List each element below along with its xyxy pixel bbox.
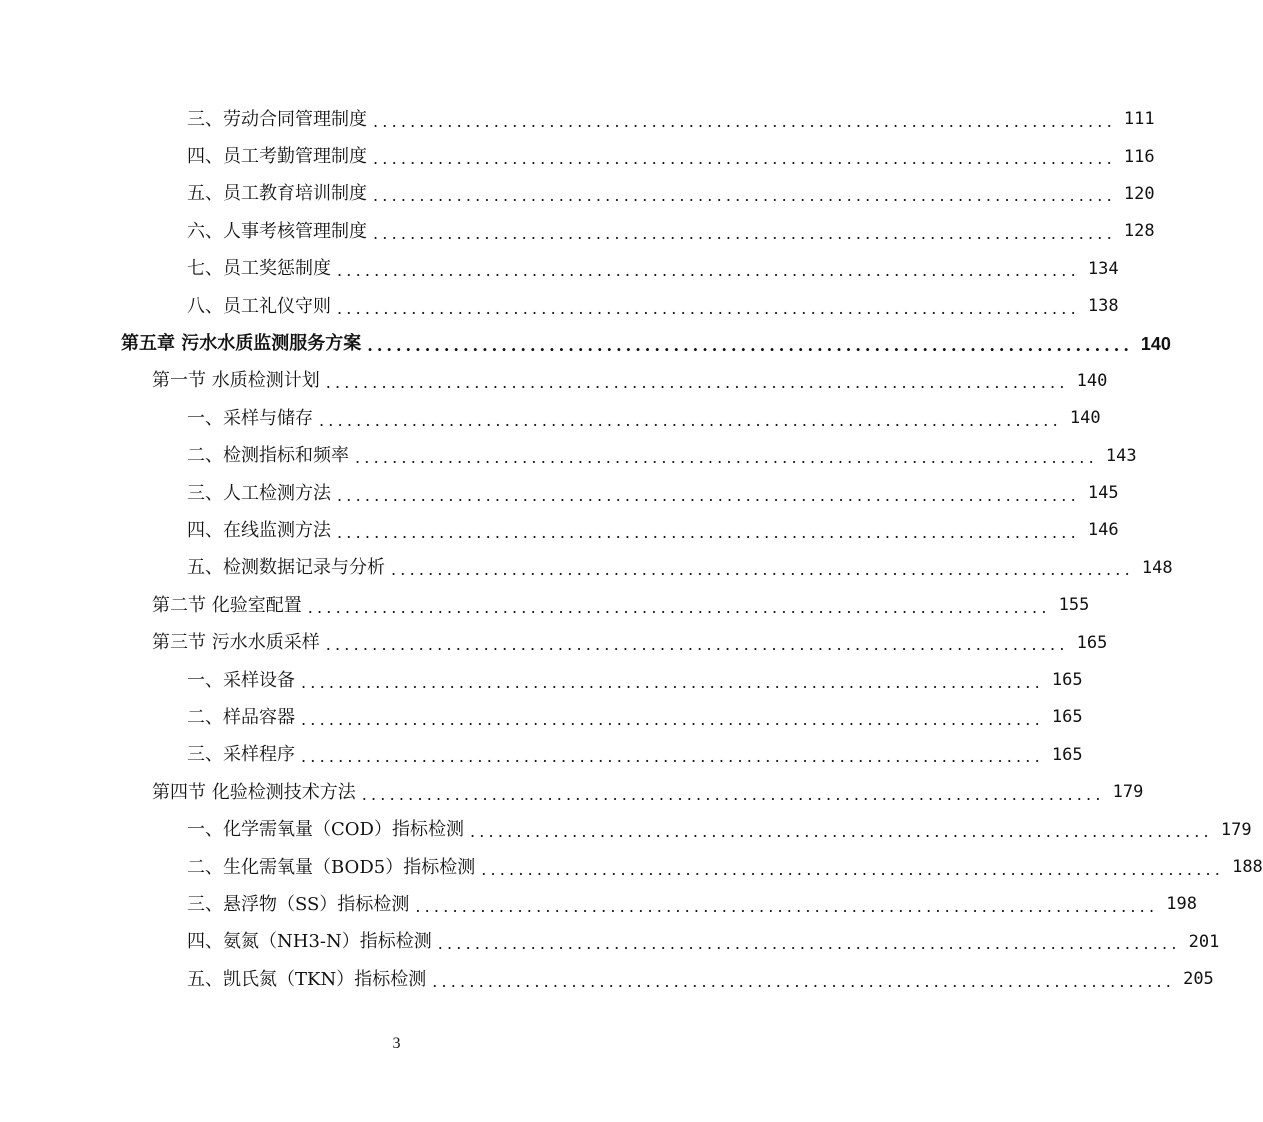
toc-entry-title: 第五章 污水水质监测服务方案 [121, 333, 362, 355]
toc-entry-page: 165 [1051, 744, 1083, 765]
toc-entry-title: 一、采样设备 [187, 669, 295, 691]
toc-entry[interactable] [0, 400, 1101, 437]
toc-entry-page: 140 [1140, 334, 1171, 355]
toc-entry[interactable] [0, 774, 1144, 811]
toc-entry-page: 140 [1076, 370, 1108, 391]
toc-entry-page: 140 [1069, 408, 1101, 429]
toc-entry-title: 五、凯氏氮（TKN）指标检测 [187, 968, 427, 990]
toc-entry-page: 155 [1058, 595, 1090, 616]
toc-entry[interactable] [0, 811, 1252, 848]
toc-entry-page: 148 [1141, 557, 1173, 578]
toc-entry[interactable] [0, 849, 1263, 886]
toc-entry[interactable] [0, 363, 1108, 400]
toc-entry-title: 三、劳动合同管理制度 [187, 108, 367, 130]
toc-entry-page: 138 [1087, 296, 1119, 317]
toc-entry-title: 第一节 水质检测计划 [152, 370, 320, 392]
toc-entry[interactable] [0, 325, 1171, 362]
toc-dot-leader: ................................................................................ [301, 747, 1044, 767]
toc-dot-leader: ................................................................................ [373, 223, 1116, 243]
toc-entry-title: 八、员工礼仪守则 [187, 295, 331, 317]
toc-entry-title: 第二节 化验室配置 [152, 594, 302, 616]
toc-entry[interactable] [0, 512, 1119, 549]
toc-entry-page: 188 [1232, 857, 1263, 877]
toc-entry-title: 四、氨氮（NH3-N）指标检测 [187, 931, 432, 953]
toc-dot-leader: ................................................................................ [337, 485, 1080, 505]
toc-entry[interactable] [0, 699, 1083, 736]
toc-entry[interactable] [0, 438, 1137, 475]
toc-entry-title: 五、检测数据记录与分析 [187, 557, 385, 579]
toc-entry-page: 198 [1166, 894, 1197, 915]
toc-entry-title: 二、检测指标和频率 [187, 445, 349, 467]
toc-dot-leader: ................................................................................ [355, 448, 1098, 468]
toc-entry-page: 179 [1220, 819, 1252, 840]
toc-entry[interactable] [0, 737, 1083, 774]
toc-dot-leader: ................................................................................ [337, 522, 1080, 542]
toc-entry-title: 七、员工奖惩制度 [187, 258, 331, 280]
toc-entry-page: 205 [1183, 969, 1214, 990]
toc-entry-title: 四、员工考勤管理制度 [187, 146, 367, 168]
toc-dot-leader: ................................................................................ [337, 261, 1080, 281]
toc-dot-leader: ................................................................................ [325, 635, 1069, 655]
toc-entry[interactable] [0, 886, 1197, 923]
toc-entry[interactable] [0, 138, 1155, 175]
toc-entry-page: 128 [1123, 221, 1155, 242]
toc-dot-leader: ................................................................................ [432, 971, 1176, 991]
toc-entry-page: 165 [1051, 670, 1083, 691]
toc-dot-leader: ................................................................................ [391, 560, 1134, 580]
toc-dot-leader: ................................................................................ [301, 709, 1044, 729]
toc-dot-leader: ................................................................................ [415, 896, 1159, 916]
toc-dot-leader: ................................................................................ [361, 784, 1105, 804]
toc-entry-title: 四、在线监测方法 [187, 519, 331, 541]
toc-entry-title: 一、化学需氧量（COD）指标检测 [187, 819, 464, 841]
toc-entry-title: 二、生化需氧量（BOD5）指标检测 [187, 856, 476, 878]
toc-entry[interactable] [0, 475, 1119, 512]
toc-dot-leader: ................................................................................ [301, 672, 1044, 692]
toc-entry-page: 143 [1105, 445, 1137, 466]
toc-dot-leader: ................................................................................ [367, 336, 1133, 356]
toc-entry-page: 179 [1112, 782, 1144, 803]
toc-dot-leader: ................................................................................ [337, 298, 1080, 318]
toc-entry[interactable] [0, 587, 1090, 624]
toc-entry-page: 111 [1123, 109, 1155, 130]
toc-dot-leader: ................................................................................ [437, 934, 1181, 954]
toc-entry[interactable] [0, 176, 1155, 213]
toc-entry-title: 第四节 化验检测技术方法 [152, 781, 356, 803]
toc-entry[interactable] [0, 924, 1220, 961]
toc-entry-page: 120 [1123, 183, 1155, 204]
toc-dot-leader: ................................................................................ [373, 186, 1116, 206]
toc-entry[interactable] [0, 624, 1108, 661]
toc-dot-leader: ................................................................................ [319, 410, 1062, 430]
toc-entry-page: 116 [1123, 146, 1155, 167]
toc-entry-page: 145 [1087, 483, 1119, 504]
toc-entry-page: 134 [1087, 258, 1119, 279]
toc-entry[interactable] [0, 213, 1155, 250]
toc-dot-leader: ................................................................................ [481, 859, 1225, 879]
page-number: 3 [392, 1035, 401, 1052]
toc-dot-leader: ................................................................................ [373, 149, 1116, 169]
toc-entry[interactable] [0, 662, 1083, 699]
toc-entry-page: 165 [1076, 632, 1108, 653]
toc-entry[interactable] [0, 288, 1119, 325]
toc-entry-title: 三、采样程序 [187, 744, 295, 766]
toc-dot-leader: ................................................................................ [325, 373, 1069, 393]
toc-entry-page: 201 [1188, 931, 1220, 952]
toc-entry-title: 三、悬浮物（SS）指标检测 [187, 893, 410, 915]
toc-entry-title: 一、采样与储存 [187, 407, 313, 429]
toc-entry-title: 二、样品容器 [187, 706, 295, 728]
toc-entry-page: 165 [1051, 707, 1083, 728]
toc-entry[interactable] [0, 550, 1173, 587]
toc-entry-title: 三、人工检测方法 [187, 482, 331, 504]
toc-entry-title: 第三节 污水水质采样 [152, 632, 320, 654]
toc-entry-title: 五、员工教育培训制度 [187, 183, 367, 205]
toc-entry-title: 六、人事考核管理制度 [187, 220, 367, 242]
toc-entry[interactable] [0, 101, 1155, 138]
table-of-contents [0, 101, 1263, 998]
toc-dot-leader: ................................................................................ [469, 822, 1213, 842]
toc-entry[interactable] [0, 961, 1214, 998]
toc-entry-page: 146 [1087, 520, 1119, 541]
toc-dot-leader: ................................................................................ [307, 597, 1051, 617]
toc-dot-leader: ................................................................................ [373, 111, 1116, 131]
toc-entry[interactable] [0, 251, 1119, 288]
